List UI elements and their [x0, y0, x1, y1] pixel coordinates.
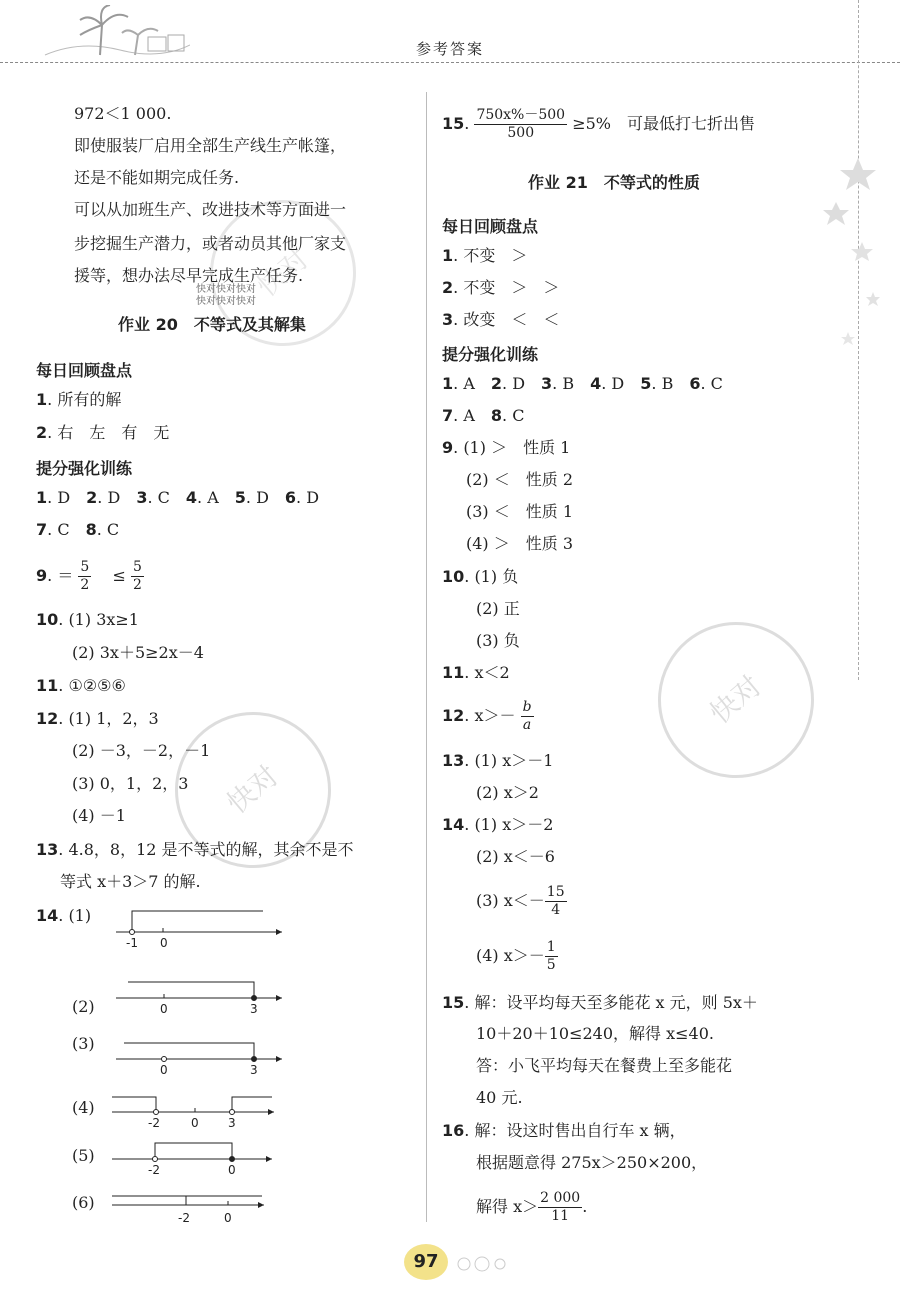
answer-item: 12. x＞－ $\frac{b}{a}$: [442, 699, 532, 733]
part-label: (4): [72, 1098, 95, 1117]
part-label: (5): [72, 1146, 95, 1165]
answer-item: 1. A 2. D 3. B 4. D 5. B 6. C: [442, 374, 723, 393]
answer-item: 答：小飞平均每天在餐费上至多能花: [476, 1056, 733, 1075]
answer-item: (4) －1: [72, 806, 126, 825]
fraction: $\frac{1}{5}$: [546, 939, 556, 973]
answer-item: 3. 改变 ＜ ＜: [442, 310, 560, 329]
answer-line: 还是不能如期完成任务.: [74, 168, 240, 187]
tick-label: -2: [178, 1211, 190, 1225]
fraction: $\frac{15}{4}$: [546, 884, 565, 918]
answer-item: 2. 右 左 有 无: [36, 423, 170, 442]
answer-item: 2. 不变 ＞ ＞: [442, 278, 560, 297]
answer-item: (2) x＜－6: [476, 847, 555, 866]
fraction: $\frac{2 000}{11}$: [540, 1190, 581, 1224]
header-divider: [0, 62, 900, 63]
column-divider: [426, 92, 427, 1222]
answer-item: 15. 解：设平均每天至多能花 x 元，则 5x＋: [442, 993, 758, 1012]
answer-item: 10. (1) 负: [442, 567, 519, 586]
tick-label: 3: [250, 1002, 258, 1016]
answer-item: 9. (1) ＞ 性质 1: [442, 438, 571, 457]
number-line-2: [116, 982, 282, 1001]
fraction: $\frac{5}{2}$: [132, 559, 142, 593]
answer-item: 等式 x＋3＞7 的解.: [60, 872, 201, 891]
number-line-3: [116, 1043, 282, 1062]
answer-item: (3) ＜ 性质 1: [466, 502, 574, 521]
answer-item: 11. ①②⑤⑥: [36, 676, 126, 695]
answer-item: (4) x＞－ $\frac{1}{5}$: [476, 939, 556, 973]
page-number: 97: [404, 1244, 448, 1280]
section-title: 作业 20 不等式及其解集: [118, 315, 306, 334]
answer-item: (2) 3x＋5≥2x－4: [72, 643, 204, 662]
answer-line: 援等，想办法尽早完成生产任务.: [74, 266, 304, 285]
tick-label: -2: [148, 1163, 160, 1177]
number-line-4: [112, 1097, 274, 1115]
answer-item: 15. $\frac{750x\%-500}{500}$ ≥5% 可最低打七折出售: [442, 107, 755, 141]
answer-item: 1. 所有的解: [36, 390, 122, 409]
small-watermark-text: 快对快对快对 快对快对快对: [196, 284, 256, 307]
number-line-5: [112, 1143, 272, 1162]
tick-label: 0: [160, 936, 168, 950]
answer-item: 7. A 8. C: [442, 406, 525, 425]
answer-item: (2) x＞2: [476, 783, 539, 802]
tick-label: -2: [148, 1116, 160, 1130]
answer-item: 7. C 8. C: [36, 520, 120, 539]
fraction: $\frac{5}{2}$: [80, 559, 90, 593]
number-line-1: [116, 911, 282, 935]
tick-label: 0: [224, 1211, 232, 1225]
star-decoration-icon: [818, 150, 888, 350]
answer-line: 可以从加班生产、改进技术等方面进一: [74, 200, 347, 219]
fraction: $\frac{b}{a}$: [522, 699, 532, 733]
answer-item: (2) 正: [476, 599, 520, 618]
subsection-heading: 每日回顾盘点: [36, 361, 133, 380]
page-header-title: 参考答案: [415, 40, 484, 58]
answer-item: (4) ＞ 性质 3: [466, 534, 574, 553]
answer-line: 步挖掘生产潜力，或者动员其他厂家支: [74, 234, 347, 253]
tick-label: 3: [228, 1116, 236, 1130]
answer-line: 972＜1 000.: [74, 104, 172, 123]
tick-label: 0: [228, 1163, 236, 1177]
answer-item: 14. (1) x＞－2: [442, 815, 554, 834]
subsection-heading: 提分强化训练: [442, 345, 539, 364]
answer-item: 40 元.: [476, 1088, 523, 1107]
watermark-logo: 快对: [626, 590, 846, 810]
watermark-logo: 快对: [143, 680, 363, 900]
tick-label: -1: [126, 936, 138, 950]
answer-item: 1. D 2. D 3. C 4. A 5. D 6. D: [36, 488, 320, 507]
section-title: 作业 21 不等式的性质: [528, 173, 700, 192]
answer-item: 10＋20＋10≤240，解得 x≤40.: [476, 1024, 714, 1043]
answer-item: 11. x＜2: [442, 663, 510, 682]
subsection-heading: 提分强化训练: [36, 459, 133, 478]
answer-item: 12. (1) 1，2，3: [36, 709, 159, 728]
answer-item: 根据题意得 275x＞250×200，: [476, 1153, 708, 1172]
watermark-logo: 快对: [180, 170, 386, 376]
answer-item: 9. ＝ $\frac{5}{2}$ ≤ $\frac{5}{2}$: [36, 559, 142, 593]
answer-item: (2) ＜ 性质 2: [466, 470, 574, 489]
part-label: (2): [72, 997, 95, 1016]
tick-label: 0: [160, 1002, 168, 1016]
answer-item: 解得 x＞ $\frac{2 000}{11}$ .: [476, 1190, 588, 1224]
answer-item: 14. (1): [36, 906, 92, 925]
answer-item: (3) x＜－ $\frac{15}{4}$: [476, 884, 565, 918]
subsection-heading: 每日回顾盘点: [442, 217, 539, 236]
number-line-6: [112, 1196, 264, 1205]
tick-label: 3: [250, 1063, 258, 1077]
answer-item: (3) 0，1，2，3: [72, 774, 189, 793]
part-label: (3): [72, 1034, 95, 1053]
page-number-bubbles-icon: [452, 1252, 512, 1276]
tick-label: 0: [160, 1063, 168, 1077]
answer-item: 1. 不变 ＞: [442, 246, 528, 265]
part-label: (6): [72, 1193, 95, 1212]
answer-item: (3) 负: [476, 631, 520, 650]
answer-item: (2) －3，－2，－1: [72, 741, 211, 760]
fraction: $\frac{750x\%-500}{500}$: [476, 107, 566, 141]
answer-item: 16. 解：设这时售出自行车 x 辆，: [442, 1121, 686, 1140]
answer-item: 13. 4.8，8，12 是不等式的解，其余不是不: [36, 840, 354, 859]
answer-item: 13. (1) x＞－1: [442, 751, 554, 770]
tick-label: 0: [191, 1116, 199, 1130]
answer-item: 10. (1) 3x≥1: [36, 610, 139, 629]
answer-line: 即使服装厂启用全部生产线生产帐篷，: [74, 136, 347, 155]
